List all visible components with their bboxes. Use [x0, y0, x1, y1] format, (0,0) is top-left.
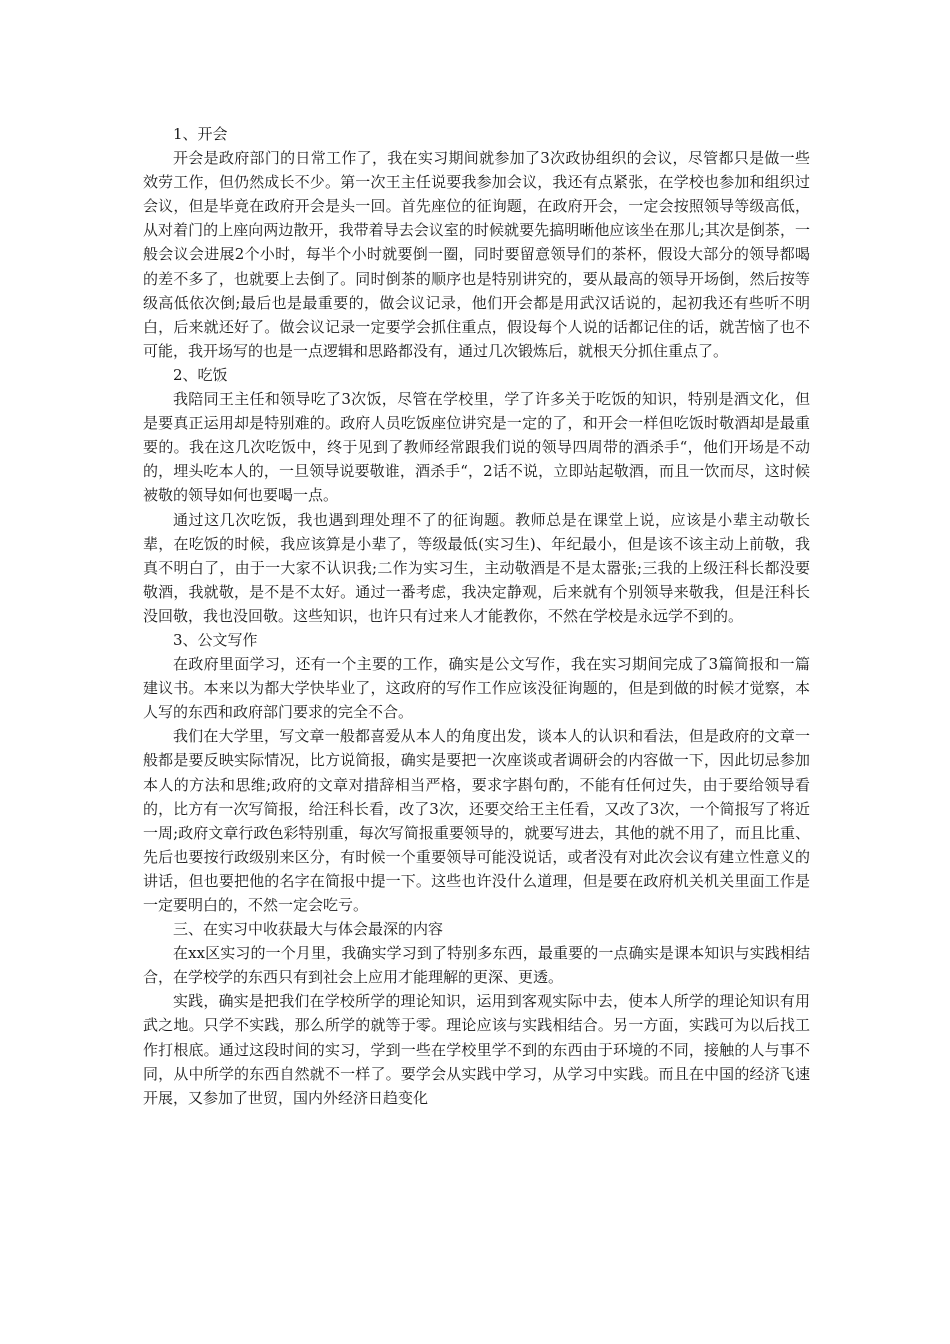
- paragraph-gains-2: 实践，确实是把我们在学校所学的理论知识，运用到客观实际中去，使本人所学的理论知识有用武之地。只学不实践，那么所学的就等于零。理论应该与实践相结合。另一方面，实践可为以后找工作打根底。通过这段时间的实习，学到一些在学校里学不到的东西由于环境的不同，接触的人与事不同，从中所学的东西自然就不一样了。要学会从实践中学习，从学习中实践。而且在中国的经济飞速开展，又参加了世贸，国内外经济日趋变化: [143, 992, 810, 1107]
- section-heading-dining: 2、吃饭: [173, 365, 228, 384]
- section-heading-gains: 三、在实习中收获最大与体会最深的内容: [173, 920, 444, 939]
- paragraph-dining-2: 通过这几次吃饭，我也遇到理处理不了的征询题。教师总是在课堂上说，应该是小辈主动敬长辈，在吃饭的时候，我应该算是小辈了，等级最低(实习生)、年纪最小，但是该不该主动上前敬，我真不明白了，由于一大家不认识我;二作为实习生，主动敬酒是不是太嚣张;三我的上级汪科长都没要敬酒，我就敬，是不是不太好。通过一番考虑，我决定静观，后来就有个别领导来敬我，但是汪科长没回敬，我也没回敬。这些知识，也许只有过来人才能教你，不然在学校是永远学不到的。: [143, 510, 810, 625]
- paragraph-writing-2: 我们在大学里，写文章一般都喜爱从本人的角度出发，谈本人的认识和看法，但是政府的文章一般都是要反映实际情况，比方说简报，确实是要把一次座谈或者调研会的内容做一下，因此切忌参加本人的方法和思维;政府的文章对措辞相当严格，要求字斟句酌，不能有任何过失，由于要给领导看的，比方有一次写简报，给汪科长看，改了3次，还要交给王主任看，又改了3次，一个简报写了将近一周;政府文章行政色彩特别重，每次写简报重要领导的，就要写进去，其他的就不用了，而且比重、先后也要按行政级别来区分，有时候一个重要领导可能没说话，或者没有对此次会议有建立性意义的讲话，但也要把他的名字在简报中提一下。这些也许没什么道理，但是要在政府机关机关里面工作是一定要明白的，不然一定会吃亏。: [143, 727, 810, 914]
- paragraph-dining-1: 我陪同王主任和领导吃了3次饭，尽管在学校里，学了许多关于吃饭的知识，特别是酒文化，但是要真正运用却是特别难的。政府人员吃饭座位讲究是一定的了，和开会一样但吃饭时敬酒却是最重要的。我在这几次吃饭中，终于见到了教师经常跟我们说的领导四周带的酒杀手“，他们开场是不动的，埋头吃本人的，一旦领导说要敬谁，酒杀手“，2话不说，立即站起敬酒，而且一饮而尽，这时候被敬的领导如何也要喝一点。: [143, 390, 810, 505]
- section-heading-writing: 3、公文写作: [173, 630, 258, 649]
- paragraph-meetings: 开会是政府部门的日常工作了，我在实习期间就参加了3次政协组织的会议，尽管都只是做一些效劳工作，但仍然成长不少。第一次王主任说要我参加会议，我还有点紧张，在学校也参加和组织过会议，但是毕竟在政府开会是头一回。首先座位的征询题，在政府开会，一定会按照领导等级高低，从对着门的上座向两边散开，我带着导去会议室的时候就要先搞明晰他应该坐在那儿;其次是倒茶，一般会议会进展2个小时，每半个小时就要倒一圈，同时要留意领导们的茶杯，假设大部分的领导都喝的差不多了，也就要上去倒了。同时倒茶的顺序也是特别讲究的，要从最高的领导开场倒，然后按等级高低依次倒;最后也是最重要的，做会议记录，他们开会都是用武汉话说的，起初我还有些听不明白，后来就还好了。做会议记录一定要学会抓住重点，假设每个人说的话都记住的话，就苦恼了也不可能，我开场写的也是一点逻辑和思路都没有，通过几次锻炼后，就根天分抓住重点了。: [143, 149, 810, 360]
- paragraph-gains-1: 在xx区实习的一个月里，我确实学习到了特别多东西，最重要的一点确实是课本知识与实践相结合，在学校学的东西只有到社会上应用才能理解的更深、更透。: [143, 944, 810, 987]
- paragraph-writing-1: 在政府里面学习，还有一个主要的工作，确实是公文写作，我在实习期间完成了3篇简报和一篇建议书。本来以为都大学快毕业了，这政府的写作工作应该没征询题的，但是到做的时候才觉察，本人写的东西和政府部门要求的完全不合。: [143, 655, 810, 722]
- document-body: [143, 122, 810, 1110]
- section-heading-meetings: 1、开会: [173, 125, 228, 143]
